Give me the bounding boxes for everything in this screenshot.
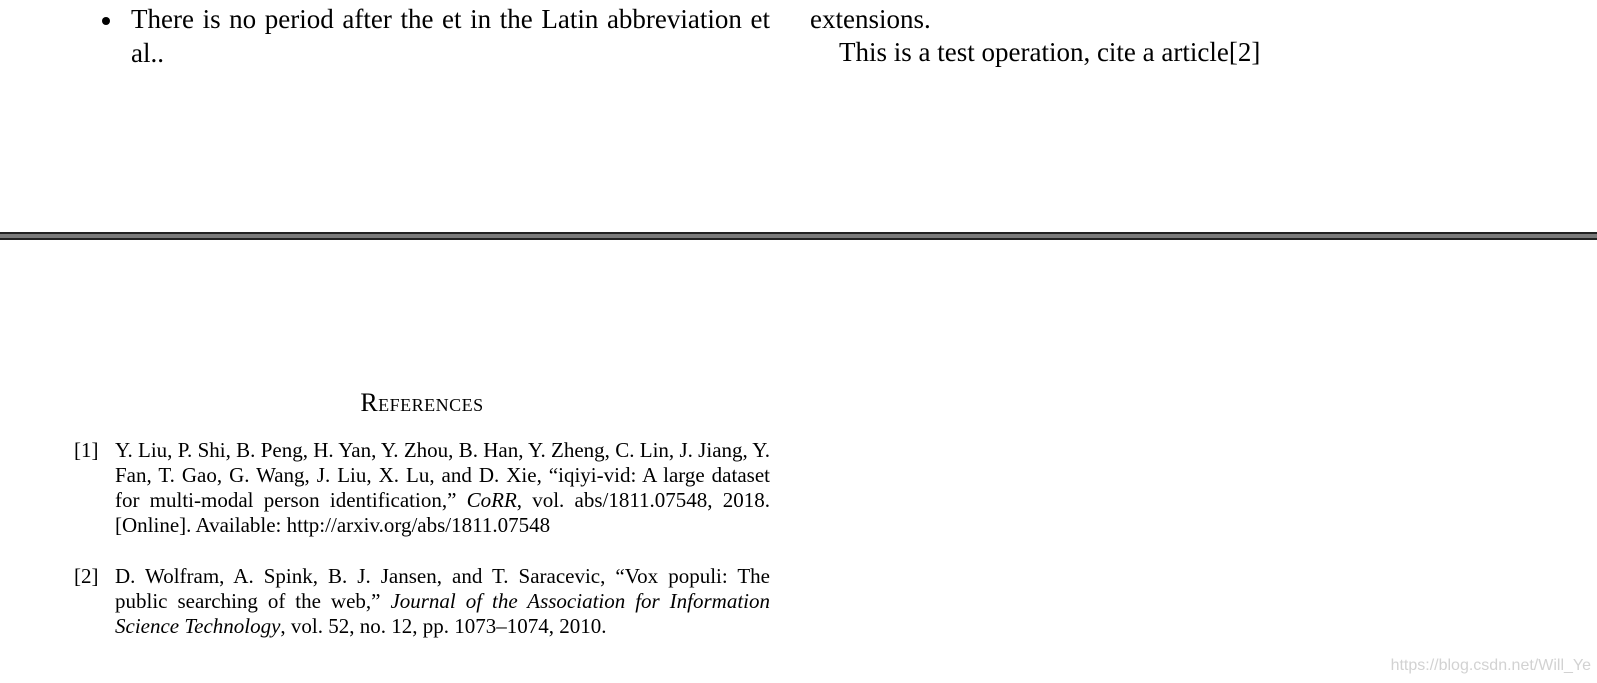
reference-item: [74, 564, 770, 639]
reference-details: , vol. 52, no. 12, pp. 1073–1074, 2010.: [280, 614, 607, 638]
references-heading: References: [360, 388, 484, 417]
reference-number: [1]: [74, 438, 99, 462]
bullet-list-item: [102, 2, 770, 70]
reference-journal: Journal of the Association for Information Science Technology: [115, 589, 770, 638]
reference-item: [74, 438, 770, 538]
reference-journal: CoRR: [466, 488, 517, 512]
reference-number: [2]: [74, 564, 99, 588]
bullet-text: There is no period after the et in the Latin abbreviation et al..: [131, 4, 770, 68]
reference-body: [115, 564, 770, 639]
body-paragraph: This is a test operation, cite a article[2]: [839, 37, 1261, 67]
reference-body: [115, 438, 770, 538]
column-text-line: extensions.: [810, 4, 931, 34]
page-separator: [0, 232, 1597, 240]
reference-authors-title: Y. Liu, P. Shi, B. Peng, H. Yan, Y. Zhou, B. Han, Y. Zheng, C. Lin, J. Jiang, Y. Fan, T. Gao, G. Wang, J. Liu, X. Lu, and D. Xie, “iqiyi-vid: A large dataset for multi-modal person identification,”: [115, 438, 770, 512]
reference-details: , vol. abs/1811.07548, 2018. [Online]. Available: http://arxiv.org/abs/1811.07548: [115, 488, 770, 537]
bullet-dot-icon: [102, 17, 110, 25]
watermark: https://blog.csdn.net/Will_Ye: [1390, 657, 1591, 674]
reference-authors-title: D. Wolfram, A. Spink, B. J. Jansen, and T. Saracevic, “Vox populi: The public searching of the web,”: [115, 564, 770, 613]
